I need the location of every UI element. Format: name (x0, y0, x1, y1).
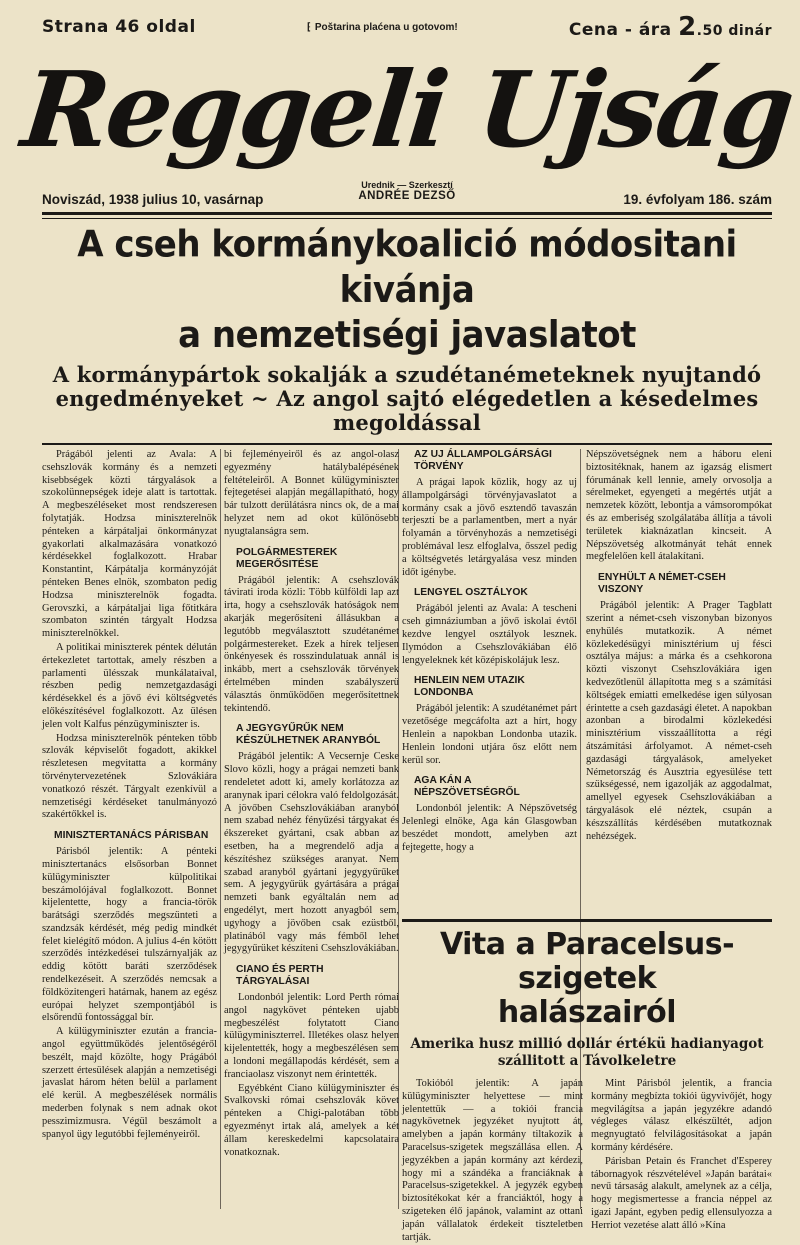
paragraph: A prágai lapok közlik, hogy az uj állampolgársági törvényjavaslatot a kormány csak a jövő esztendő tavaszán terjeszti be a parlamentben, mert a nyár folyamán a törvényhozás a nemzetiségi problémával lesz elfoglalva, ősszel pedig a költségvetés letárgyalása vesz minden időt igénybe. (402, 477, 577, 578)
section-heading: A JEGYGYŰRŰK NEM KÉSZÜLHETNEK ARANYBÓL (236, 723, 381, 747)
headline-line-1: A cseh kormánykoalició módositani kivánja (77, 223, 737, 312)
section-heading: AGA KÁN A NÉPSZÖVETSÉGRŐL (414, 775, 520, 799)
issue-number: 19. évfolyam 186. szám (623, 192, 772, 207)
paragraph: Népszövetségnek nem a háboru eleni biztositéknak, hanem az igazság elismert fórumának kell lennie, amely orvosolja a sérelmeket, egyengeti a megértés utját a nemzetek között, lebontja a vámsorompókat és az emberiség szolgálatába állítja a távoli területek kiaknázatlan kincseit. A Népszövetség alkotmányát tehát ennek megfelelően kell átalakítani. (586, 449, 772, 563)
masthead-rule (42, 212, 772, 219)
paragraph: Prágából jelentik: A szudétanémet párt vezetősége megcáfolta azt a hírt, hogy Henlein a napokban Londonba utazik. Henlein londoni utjára ősz előtt nem kerül sor. (402, 703, 577, 766)
feature-title: Vita a Paracelsus-szigetek halászairól (439, 927, 735, 1030)
section-heading: LENGYEL OSZTÁLYOK (414, 587, 528, 599)
section-heading: POLGÁRMESTEREK MEGERŐSITÉSE (236, 546, 338, 570)
editor-name: ANDRÉE DEZSŐ (358, 190, 456, 202)
section-heading: CIANO ÉS PERTH TÁRGYALÁSAI (236, 964, 324, 988)
column-2 (224, 449, 399, 1209)
bracket-icon: ⁅ (306, 21, 311, 33)
headline-rule (42, 443, 772, 445)
paragraph: Prágából jelenti az Avala: A csehszlovák kormány és a nemzeti kisebbségek közti tárgyalások a szokolünnepségek ideje alatt is tartottak. A megbeszéléseket most rendszeresen folytatják. Hodzsa miniszterelnök pénteken a kárpátaljai önkormányzat gyakorlati alkalmazására vonatkozó kérdésekkel foglalkozott. Hrabar Konstantint, Kárpátalja kormányzóját pénteken Benes elnök, szombaton pedig Hodzsa miniszterelnök fogadta. Gerovszki, a kárpátaljai liga főtitkára szombaton szintén tárgyalt Hodzsa miniszterelnökkel. (42, 449, 217, 640)
paragraph: Tokióból jelentik: A japán külügyminiszter helyettese — mint jelentettük — a tokiói francia nagykövetnek jegyzéket nyujtott át, amelyben a japán kormány tiltakozik a Paracelsus-szigetek megszállása ellen. A jegyzékben a japán kormány azt kérdezi, hogy mi a szándéka a franciáknak a Paracelsus-szigetekkel. A jegyzék egyben biztosítékokat kér a franciáktól, hogy a szigeteken élő japánok, valamint az ottani japán vállalatok érdekeit tiszteletben tartják. (402, 1078, 583, 1243)
column-1 (42, 449, 217, 1209)
paragraph: Prágából jelenti az Avala: A tescheni cseh gimnáziumban a jövő iskolai évtől kezdve lengyel osztályok lesznek. Ilymódon a Csehszlovákiában élő lengyeleknek két középiskolájuk lesz. (402, 603, 577, 666)
sub-headline: A kormánypártok sokalják a szudétanémeteknek nyujtandó engedményeket ~ Az angol sajtó elégedetlen a késedelmes megoldással (52, 362, 762, 435)
feature-rule (402, 919, 772, 922)
paragraph: Prágából jelentik: A Vecsernje Ceske Slovo közli, hogy a prágai nemzeti bank rendeletet adott ki, amely korlátozza az aranynak ipari célokra való feldolgozását. A jövőben Csehszlovákiában aranyból nem szabad nehéz fényűzési tárgyakat és ékszereket gyártani, csak abban az esetben, ha a megrendelő adja a készítéshez szükséges aranyat. Nem szabad aranyból gyártani jegygyűrűket sem. A jegygyűrük gyártására a prágai nemzeti bank egyáltalán nem ad engedélyt, mert hozott anyagból sem, ugyhogy a jövőben csak ezüstből, platinából vagy más fémből lehet jegygyűrüket készíteni Csehszlovákiában. (224, 751, 399, 955)
headline-line-2: a nemzetiségi javaslatot (178, 313, 636, 357)
article-columns (42, 449, 772, 1243)
column-4 (586, 449, 772, 914)
page-number: Strana 46 oldal (42, 17, 196, 37)
paragraph: A külügyminiszter ezután a francia-angol együttműködés jelentőségéről beszélt, majd közölte, hogy Prágából szerzett értesülések alapján a nemzetiségi javaslat három héten belül a parlament elé kerül. A megbeszélések normális mederben folynak s nem adnak okot pesszimizmusra. Végül beszámolt a spanyol ügy legutóbbi fejleményeiről. (42, 1026, 217, 1140)
feature-subtitle: Amerika husz millió dollár értékü hadianyagot szállitott a Távolkeletre (410, 1036, 764, 1069)
price: Cena - ára 2.50 dinár (568, 12, 772, 42)
paragraph: Egyébként Ciano külügyminiszter és Svalkovski római csehszlovák követ pénteken a Chigi-palotában több egyezményt irtak alá, amelyek a két állam kereskedelmi kapcsolataira vonatkoznak. (224, 1082, 399, 1158)
section-heading: MINISZTERTANÁCS PÁRISBAN (54, 830, 209, 842)
section-heading: ENYHÜLT A NÉMET-CSEH VISZONY (598, 572, 726, 596)
feature-column-right (591, 1078, 772, 1245)
paragraph: Londonból jelentik: A Népszövetség Jelenlegi elnöke, Aga kán Glasgowban beszédet mondott, amelyben azt fejtegette, hogy a (402, 803, 577, 853)
paragraph: A politikai miniszterek péntek délután értekezletet tartottak, amely részben a parlamenti ülésszak munkálataival, részben pedig nemzetgazdasági kérdésekkel és a jövő évi költségvetés előkészítésével foglalkozott. Az ülésen jelen volt Kalfus pénzügyminiszter is. (42, 641, 217, 730)
column-3 (402, 449, 577, 914)
top-strip (42, 14, 772, 40)
column-divider (220, 449, 221, 1209)
masthead-logo: Reggeli Ujság (16, 47, 798, 171)
editor-block (358, 180, 455, 202)
feature-article (402, 919, 772, 1245)
main-headline (42, 222, 772, 358)
paragraph: Prágából jelentik: A csehszlovák távirati iroda közli: Több külföldi lap azt irta, hogy a csehszlovák hatóságok nem akarják megerősíteni állásukban a legutóbb megválasztott szudétanémet polgármestereket. Ezek a hírek teljesen önkényesek és rosszindulatuak annál is inkább, mert a csehszlovák törvények értelmében minden szabályszerü választás önműködően megerősítettnek tekintendő. (224, 574, 399, 714)
section-heading: AZ UJ ÁLLAMPOLGÁRSÁGI TÖRVÉNY (414, 449, 552, 472)
paragraph: Londonból jelentik: Lord Perth római angol nagykövet pénteken ujabb megbeszélést folytatott Ciano külügyminiszterrel. Illetékes olasz helyen kijelentették, hogy a megbeszélésen sem a londoni megállapodás kérdését, sem a franciaolasz viszonyt nem érintették. (224, 992, 399, 1080)
postage-note: ⁅ Poštarina plaćena u gotovom! (306, 21, 458, 33)
paragraph: Hodzsa miniszterelnök pénteken több szlovák képviselőt fogadott, akikkel részletesen megvitatta a kormány törvénytervezetének Szlovákiára vonatkozó részét. Tárgyalt ezenkívül a nemzetiségi kérdéseket tanulmányozó szakértőkkel is. (42, 732, 217, 821)
paragraph: Párisból jelentik: A pénteki minisztertanács elsősorban Bonnet külügyminiszter külpolitikai beszámolójával foglalkozott. Bonnet kijelentette, hogy a francia-török barátsági szerződés megszünteti a szandzsák kérdését, még pedig mindkét felet kielégítő módon. A julius 4-én kötött szerződés intézkedései tulszárnyalják az eddig kötött baráti szerződések rendelkezéseit. A szerződés nemcsak a földközitengeri határnak, hanem az egész európai helyzet szempontjából is elsőrendű fontossággal bír. (42, 846, 217, 1024)
paragraph: Párisban Petain és Franchet d'Esperey tábornagyok részvételével »Japán barátai« nevű társaság alakult, amelynek az a célja, hogy megismertesse a francia néppel az igazi Japánt, egyben pedig ellensulyozza a Herriot vezetése alatt álló »Kína (591, 1155, 772, 1231)
section-heading: HENLEIN NEM UTAZIK LONDONBA (414, 675, 525, 699)
dateline (42, 178, 772, 210)
feature-columns (402, 1078, 772, 1245)
place-date: Noviszád, 1938 julius 10, vasárnap (42, 192, 264, 207)
paragraph: Mint Párisból jelentik, a francia kormány megbízta tokiói ügyvivőjét, hogy megvilágítsa a japán jegyzékre adandó végleges válasz elkészültét, adjon megnyugtató felvilágosításokat a japán kormány kérdésére. (591, 1078, 772, 1153)
feature-column-left (402, 1078, 583, 1245)
paragraph: Prágából jelentik: A Prager Tagblatt szerint a német-cseh viszonyban bizonyos enyhülés mutatkozik. A német közlekedésügyi minisztérium uj fésci osztálya május: a márka és a csehkorona közti viszonyt Csehszlovákiára igen kedvezőtlenül állapította meg s a számítási költségek emiatti emelkedése igen súlyosan érintette a cseh gazdasági életet. A napokban azonban a birodalmi közlekedési minisztérium visszaállította a régi átszámítási árfolyamot. A német-cseh gazdasági tárgyalások, amelyeket Németország és Ausztria egyesülése tett szükségessé, nem igazolják az aggodalmat, amellyel egyesek Csehszlovákiában a tárgyalások elé néztek, csupán a készszállítás kérdésében mutatkoznak nehézségek. (586, 600, 772, 842)
editor-role: Urednik — Szerkesztí (361, 180, 453, 190)
paragraph: bi fejleményeiről és az angol-olasz egyezmény hatálybalépésének feltételeiről. A Bonnet külügyminiszter fejtegetései alapján megállapítható, hogy bár tulzott derülátásra nincs ok, de a mai helyzet nem ad okot különösebb nyugtalanságra sem. (224, 449, 399, 537)
